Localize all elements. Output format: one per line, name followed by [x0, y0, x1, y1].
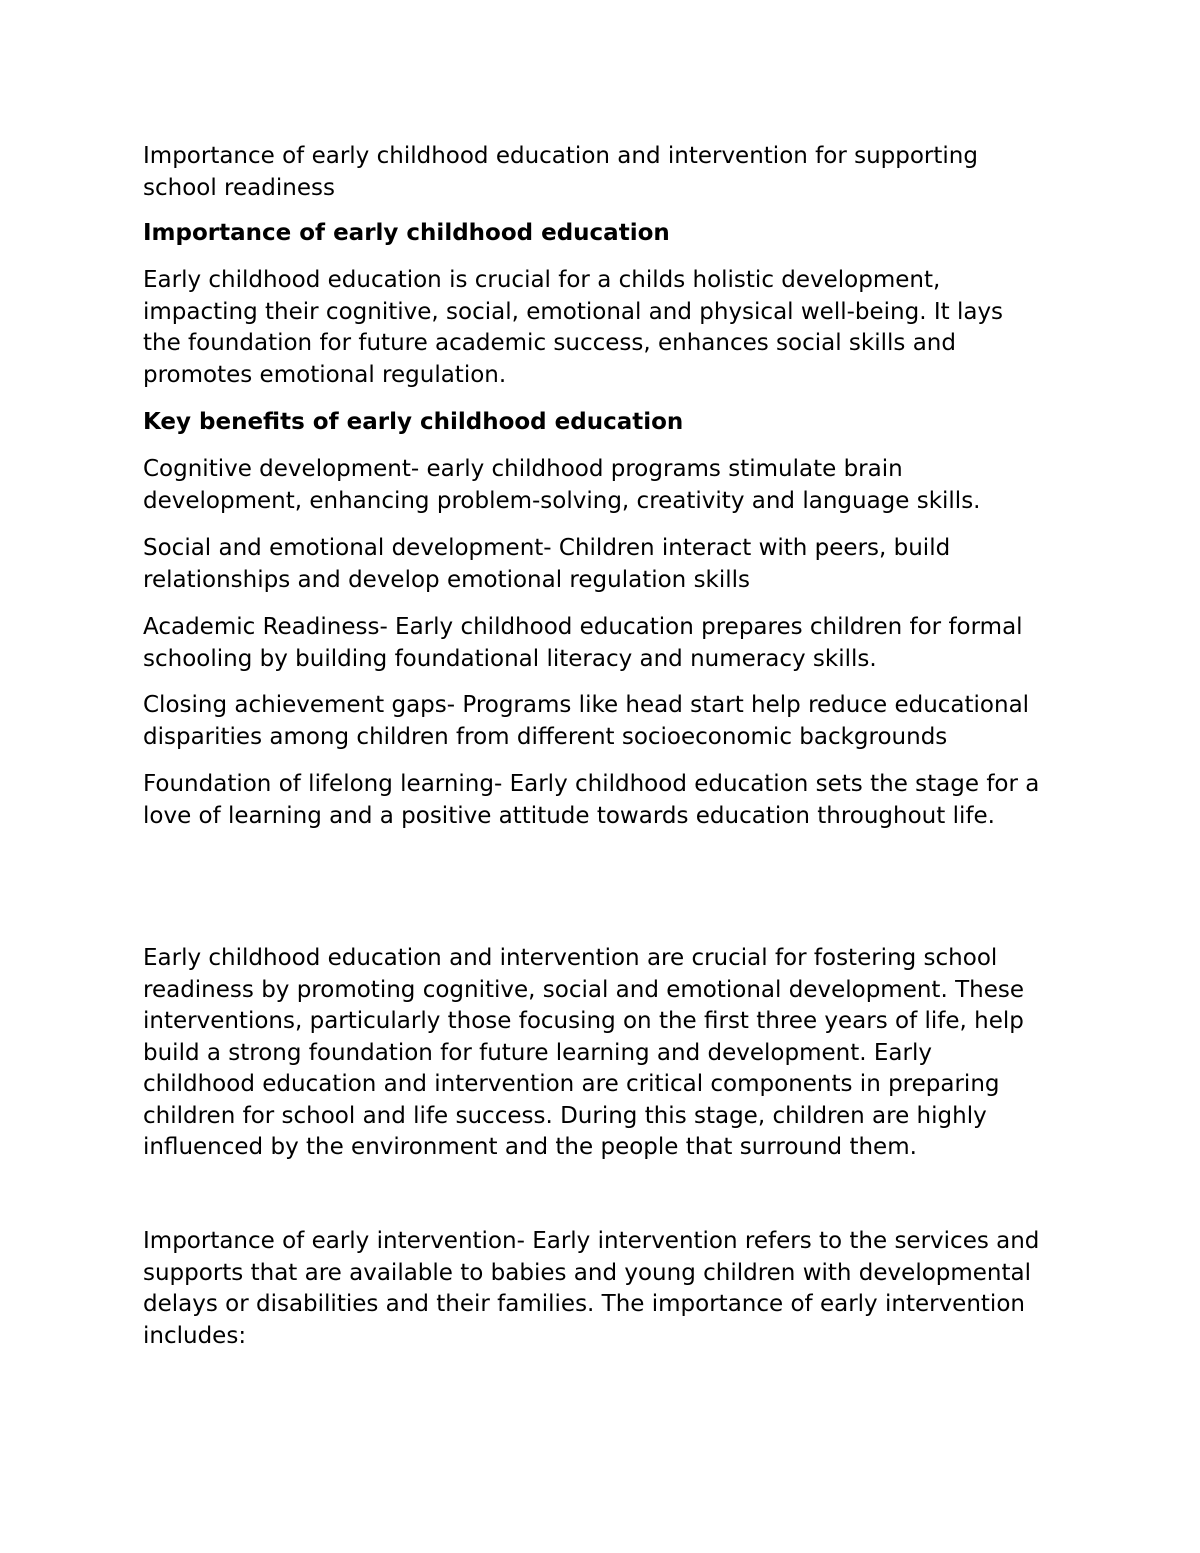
paragraph-line: Foundation of lifelong learning- Early childhood education sets the stage for a	[143, 771, 1040, 797]
paragraph-line: impacting their cognitive, social, emotional and physical well-being. It lays	[143, 298, 1004, 325]
paragraph-cognitive	[143, 454, 1083, 517]
paragraph-line: Cognitive development- early childhood programs stimulate brain	[143, 456, 903, 482]
paragraph-intro	[143, 265, 1083, 391]
paragraph-line: children for school and life success. During this stage, children are highly	[143, 1102, 987, 1129]
paragraph-early-intervention	[143, 1226, 1083, 1352]
paragraph-line: influenced by the environment and the people that surround them.	[143, 1134, 917, 1160]
paragraph-achievement-gaps	[143, 690, 1083, 753]
paragraph-line: Social and emotional development- Children interact with peers, build	[143, 535, 951, 561]
title-line: school readiness	[143, 174, 335, 201]
paragraph-overview	[143, 943, 1083, 1164]
paragraph-line: love of learning and a positive attitude towards education throughout life.	[143, 802, 995, 829]
paragraph-line: delays or disabilities and their families. The importance of early intervention	[143, 1291, 1025, 1317]
paragraph-line: includes:	[143, 1322, 247, 1349]
paragraph-lifelong-learning	[143, 769, 1083, 832]
heading-importance	[143, 218, 1083, 250]
paragraph-line: the foundation for future academic success, enhances social skills and	[143, 330, 956, 356]
heading-line: Key benefits of early childhood education	[143, 409, 684, 435]
paragraph-line: Early childhood education and intervention are crucial for fostering school	[143, 945, 998, 971]
paragraph-line: Early childhood education is crucial for a childs holistic development,	[143, 267, 941, 293]
paragraph-academic-readiness	[143, 612, 1083, 675]
paragraph-line: promotes emotional regulation.	[143, 361, 507, 388]
paragraph-line: development, enhancing problem-solving, creativity and language skills.	[143, 487, 981, 514]
paragraph-line: childhood education and intervention are critical components in preparing	[143, 1071, 1000, 1097]
paragraph-line: Importance of early intervention- Early intervention refers to the services and	[143, 1228, 1040, 1254]
paragraph-line: schooling by building foundational literacy and numeracy skills.	[143, 645, 877, 672]
paragraph-line: build a strong foundation for future learning and development. Early	[143, 1039, 932, 1066]
paragraph-social-emotional	[143, 533, 1083, 596]
document-title	[143, 141, 1083, 204]
paragraph-line: readiness by promoting cognitive, social and emotional development. These	[143, 976, 1024, 1003]
paragraph-line: disparities among children from different socioeconomic backgrounds	[143, 723, 948, 750]
paragraph-line: Closing achievement gaps- Programs like head start help reduce educational	[143, 692, 1030, 718]
heading-key-benefits	[143, 407, 1083, 439]
title-line: Importance of early childhood education and intervention for supporting	[143, 143, 978, 169]
heading-line: Importance of early childhood education	[143, 220, 670, 246]
paragraph-line: relationships and develop emotional regulation skills	[143, 566, 751, 593]
paragraph-line: interventions, particularly those focusing on the first three years of life, help	[143, 1008, 1024, 1034]
paragraph-line: Academic Readiness- Early childhood education prepares children for formal	[143, 614, 1023, 640]
paragraph-line: supports that are available to babies and young children with developmental	[143, 1259, 1032, 1286]
